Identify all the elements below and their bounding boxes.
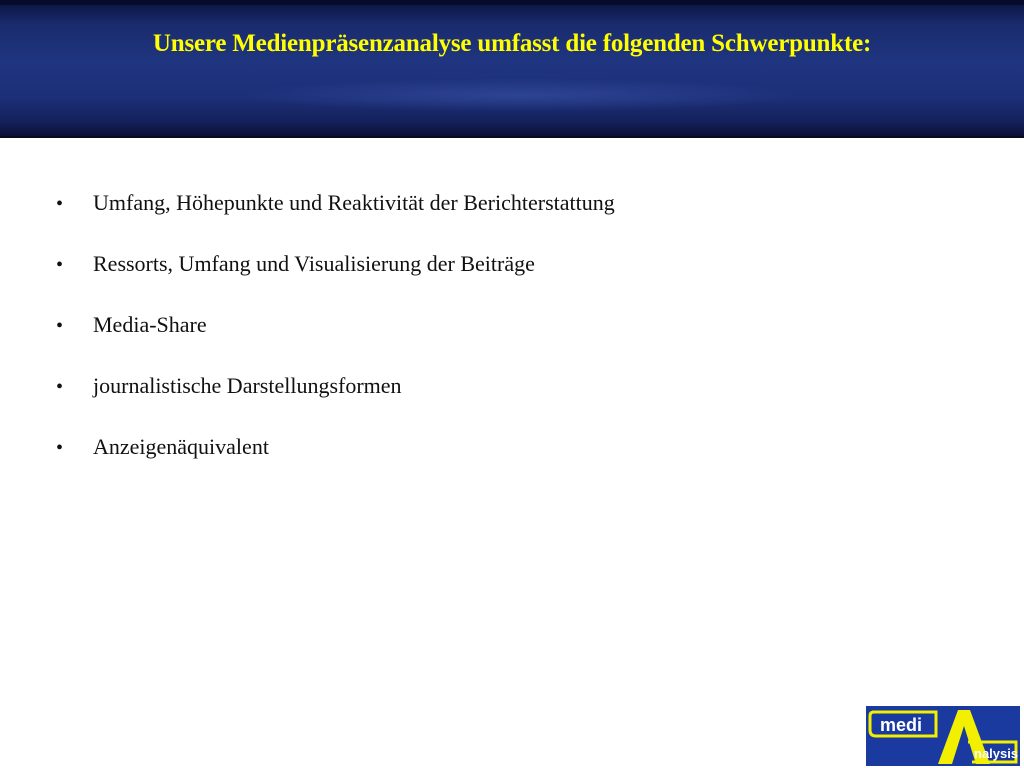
logo-text-nalysis: nalysis <box>974 746 1019 761</box>
bullet-list <box>56 190 615 495</box>
slide-title: Unsere Medienpräsenzanalyse umfasst die folgenden Schwerpunkte: <box>152 30 872 57</box>
bullet-marker: • <box>56 193 64 215</box>
bullet-marker: • <box>56 376 64 398</box>
bullet-marker: • <box>56 437 64 459</box>
media-analysis-logo <box>866 706 1020 766</box>
list-item <box>56 312 615 373</box>
bullet-marker: • <box>56 315 64 337</box>
bullet-text: Umfang, Höhepunkte und Reaktivität der Berichterstattung <box>93 190 615 215</box>
list-item <box>56 190 615 251</box>
header-band <box>0 0 1024 138</box>
bullet-text: Media-Share <box>93 312 207 337</box>
bullet-marker: • <box>56 254 64 276</box>
list-item <box>56 251 615 312</box>
bullet-text: Anzeigenäquivalent <box>93 434 269 459</box>
list-item <box>56 373 615 434</box>
media-analysis-logo-graphic <box>866 706 1020 766</box>
logo-text-medi: medi <box>880 715 923 735</box>
list-item <box>56 434 615 495</box>
header-glow <box>240 78 800 112</box>
bullet-text: journalistische Darstellungsformen <box>93 373 402 398</box>
bullet-text: Ressorts, Umfang und Visualisierung der Beiträge <box>93 251 535 276</box>
